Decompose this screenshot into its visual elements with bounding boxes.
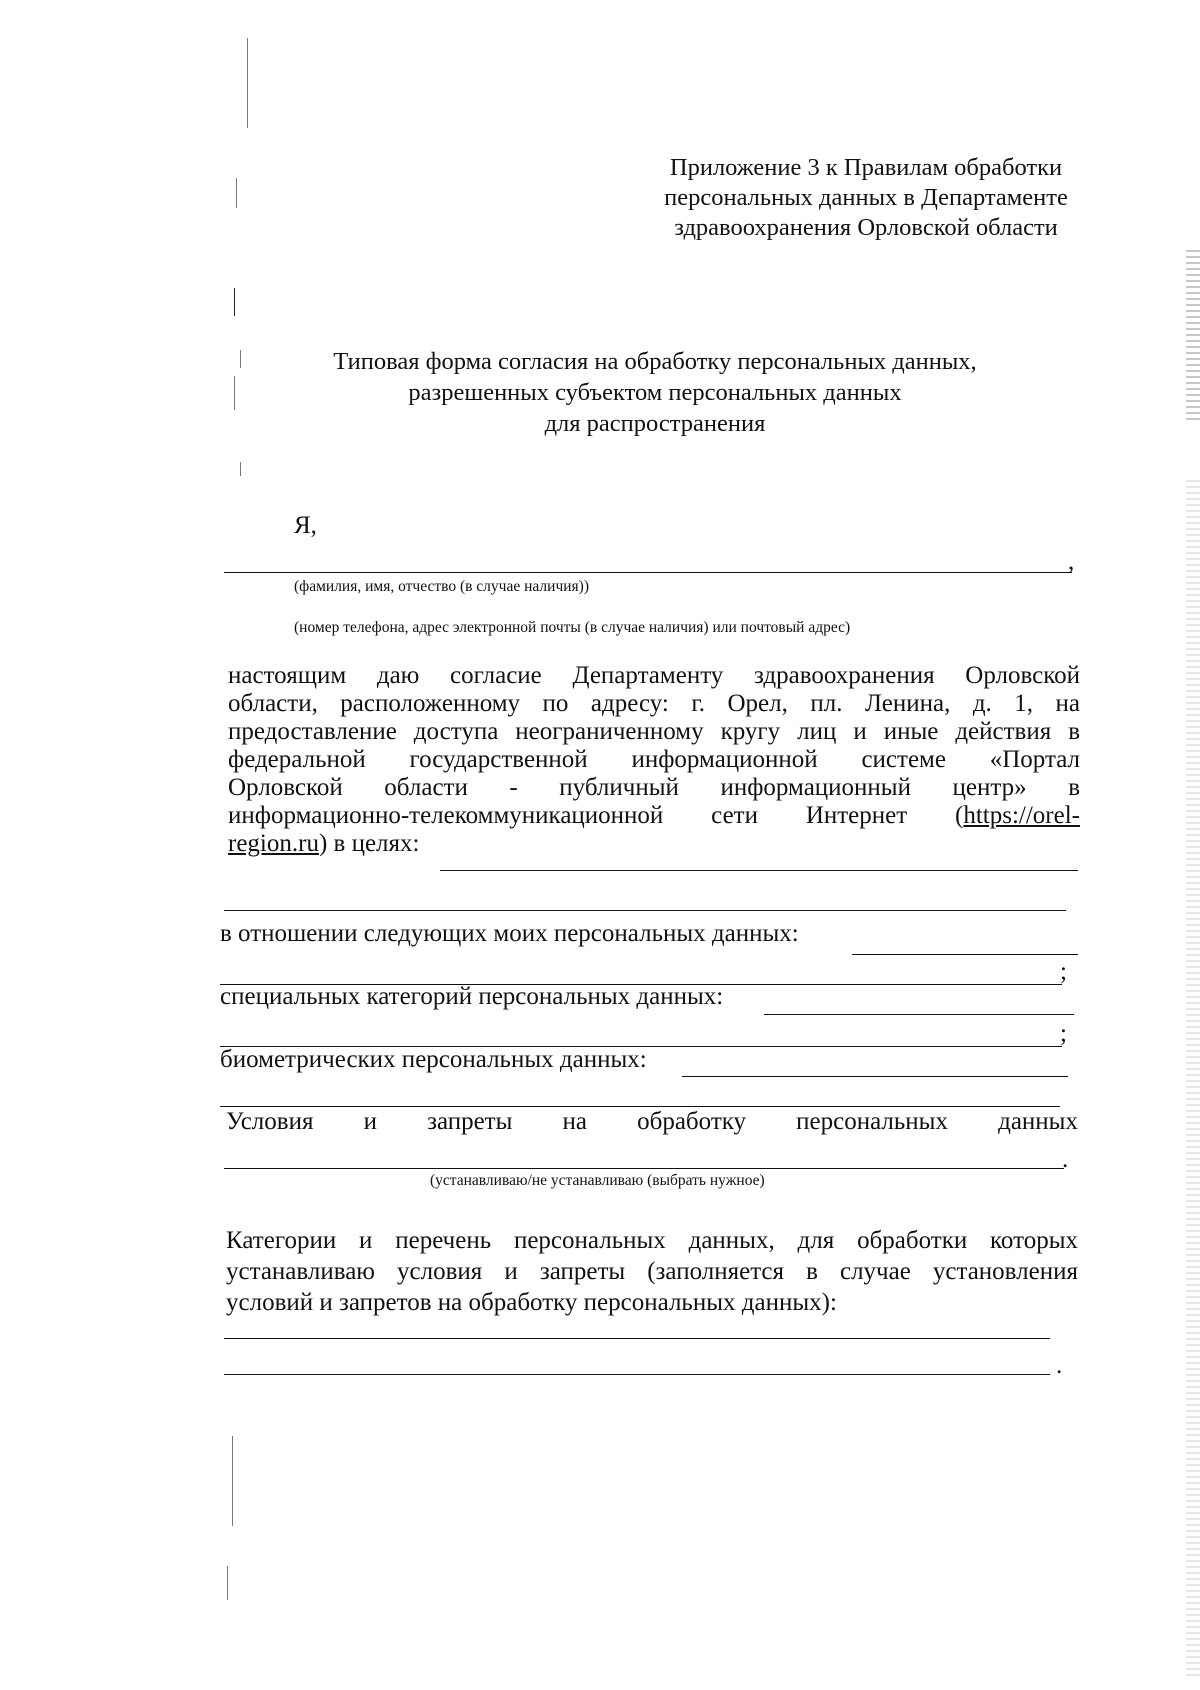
appendix-line: здравоохранения Орловской области bbox=[674, 214, 1058, 241]
conditions-word: на bbox=[562, 1108, 587, 1135]
period: . bbox=[1056, 1352, 1063, 1379]
appendix-header bbox=[636, 153, 1096, 243]
portal-link[interactable]: region.ru bbox=[228, 830, 319, 857]
consent-line bbox=[228, 802, 1080, 830]
scan-edge-shadow bbox=[1186, 480, 1200, 1680]
title-line: Типовая форма согласия на обработку персональных данных, bbox=[333, 348, 977, 375]
conditions-word: Условия bbox=[226, 1108, 314, 1135]
consent-last-line bbox=[228, 830, 419, 858]
hint-contact: (номер телефона, адрес электронной почты (в случае наличия) или почтовый адрес) bbox=[294, 619, 851, 636]
special-categories-label: специальных категорий персональных данных: bbox=[220, 983, 724, 1010]
appendix-line: персональных данных в Департаменте bbox=[664, 184, 1068, 211]
conditions-word: персональных bbox=[796, 1108, 948, 1135]
title-line: для распространения bbox=[544, 410, 766, 437]
conditions-row bbox=[226, 1108, 1078, 1136]
conditions-word: данных bbox=[998, 1108, 1078, 1135]
consent-paragraph bbox=[228, 662, 1080, 830]
biometric-label: биометрических персональных данных: bbox=[220, 1046, 647, 1073]
personal-data-label: в отношении следующих моих персональных данных: bbox=[220, 920, 799, 947]
personal-data-line[interactable] bbox=[852, 954, 1078, 955]
special-categories-line[interactable] bbox=[764, 1014, 1074, 1015]
purpose-line[interactable] bbox=[440, 870, 1078, 871]
categories-line: устанавливаю условия и запреты (заполняется в случае установления bbox=[226, 1258, 1078, 1285]
consent-text: ) в целях: bbox=[318, 830, 420, 857]
scan-artifact bbox=[227, 1566, 228, 1600]
conditions-line[interactable] bbox=[224, 1168, 1064, 1169]
conditions-word: запреты bbox=[427, 1108, 513, 1135]
consent-line: настоящим даю согласие Департаменту здравоохранения Орловской bbox=[228, 662, 1080, 689]
scan-artifact bbox=[240, 462, 241, 476]
period: . bbox=[1062, 1146, 1069, 1173]
ya-label: Я, bbox=[294, 512, 317, 539]
categories-line: Категории и перечень персональных данных, для обработки которых bbox=[226, 1227, 1078, 1254]
scan-artifact bbox=[247, 38, 248, 128]
biometric-line-2[interactable] bbox=[220, 1106, 1060, 1107]
appendix-line: Приложение 3 к Правилам обработки bbox=[669, 154, 1063, 181]
portal-link[interactable]: https://orel- bbox=[963, 802, 1080, 829]
consent-line: области, расположенному по адресу: г. Орел, пл. Ленина, д. 1, на bbox=[228, 690, 1080, 717]
categories-paragraph bbox=[226, 1225, 1078, 1287]
purpose-line-2[interactable] bbox=[224, 910, 1066, 911]
categories-line: условий и запретов на обработку персональных данных): bbox=[226, 1289, 837, 1316]
form-title bbox=[200, 346, 1110, 439]
categories-fill-line-2[interactable] bbox=[224, 1374, 1050, 1375]
consent-line: федеральной государственной информационной системе «Портал bbox=[228, 746, 1080, 773]
conditions-word: обработку bbox=[637, 1108, 747, 1135]
fio-line[interactable] bbox=[224, 572, 1072, 573]
conditions-word: и bbox=[363, 1108, 377, 1135]
hint-fio: (фамилия, имя, отчество (в случае наличия)) bbox=[294, 578, 589, 595]
scan-artifact bbox=[236, 178, 237, 208]
hint-set: (устанавливаю/не устанавливаю (выбрать нужное) bbox=[430, 1172, 765, 1189]
fio-comma: , bbox=[1068, 548, 1075, 575]
consent-line: предоставление доступа неограниченному кругу лиц и иные действия в bbox=[228, 718, 1080, 745]
consent-text: информационно-телекоммуникационной сети Интернет ( bbox=[228, 802, 964, 829]
scan-artifact bbox=[232, 1436, 233, 1526]
semicolon: ; bbox=[1060, 1020, 1067, 1047]
categories-fill-line[interactable] bbox=[224, 1338, 1050, 1339]
scan-artifact bbox=[234, 288, 235, 316]
consent-line: Орловской области - публичный информационный центр» в bbox=[228, 774, 1080, 801]
biometric-line[interactable] bbox=[682, 1076, 1068, 1077]
scan-edge-shadow bbox=[1186, 250, 1200, 420]
title-line: разрешенных субъектом персональных данных bbox=[408, 379, 902, 406]
semicolon: ; bbox=[1060, 958, 1067, 985]
